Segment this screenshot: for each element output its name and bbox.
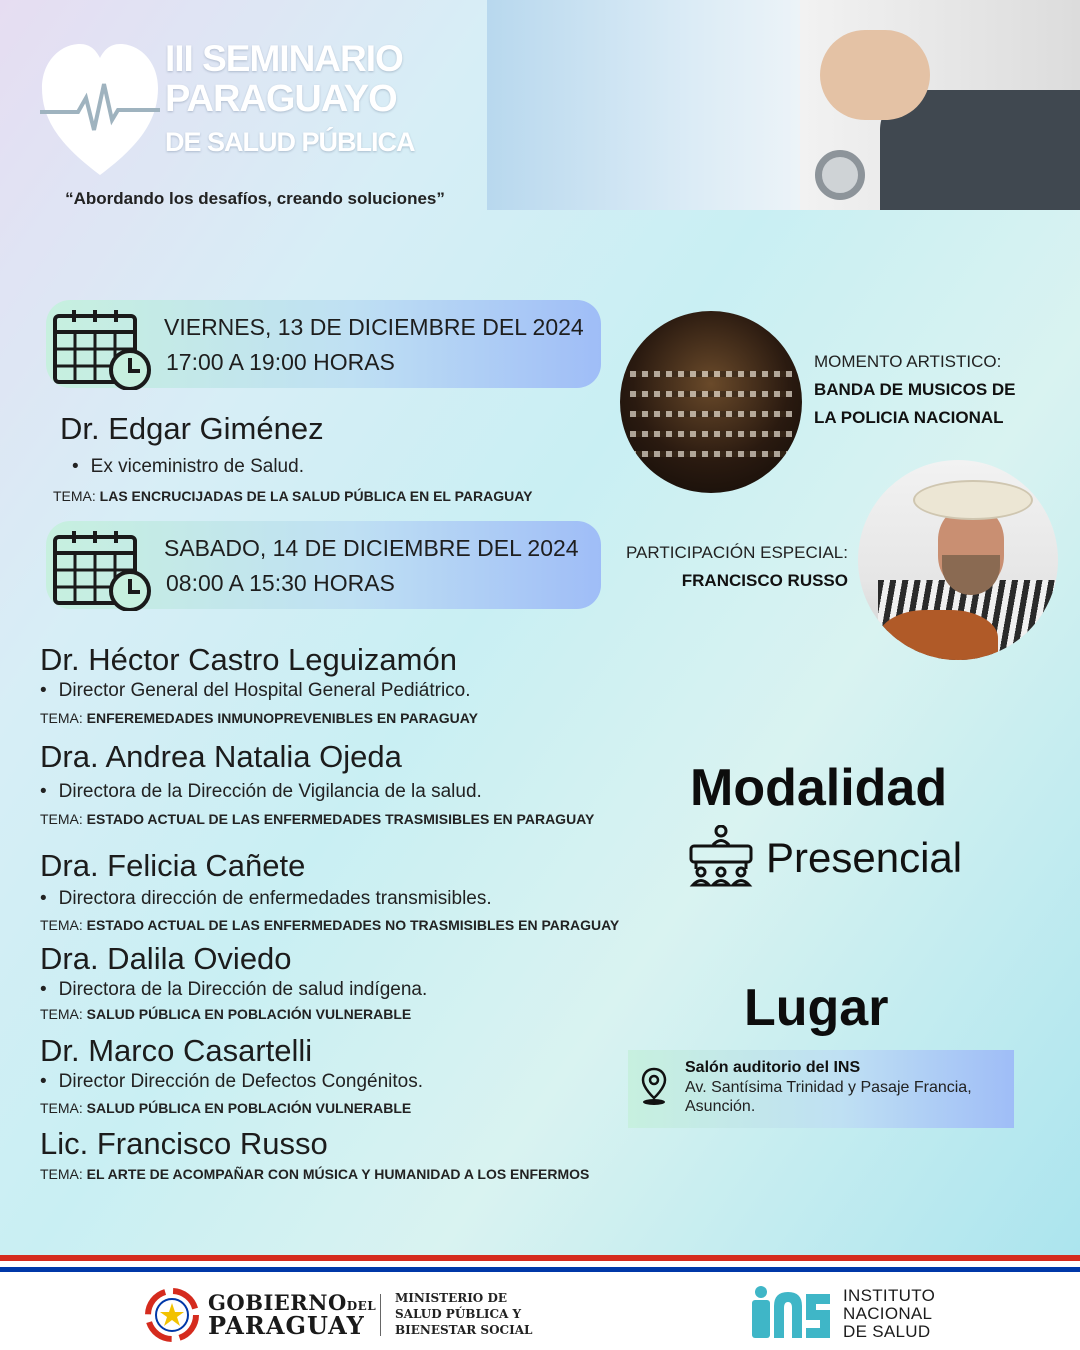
special-name: FRANCISCO RUSSO — [681, 571, 848, 590]
speaker-tema: TEMA: LAS ENCRUCIJADAS DE LA SALUD PÚBLICA EN EL PARAGUAY — [53, 488, 533, 504]
ins-logo-icon — [752, 1286, 832, 1338]
speaker-role: • Directora de la Dirección de salud indígena. — [40, 979, 427, 1001]
speaker-role: • Directora de la Dirección de Vigilancia de la salud. — [40, 781, 482, 803]
artistic-label: MOMENTO ARTISTICO: — [814, 352, 1002, 371]
speaker-role: • Director Dirección de Defectos Congénitos. — [40, 1071, 423, 1093]
police-band-photo — [620, 311, 802, 493]
speaker-name: Dr. Marco Casartelli — [40, 1033, 313, 1068]
date-pill-day1 — [46, 300, 601, 388]
speaker-tema: TEMA: ENFEREMEDADES INMUNOPREVENIBLES EN PARAGUAY — [40, 710, 478, 726]
speaker-role: • Directora dirección de enfermedades transmisibles. — [40, 888, 492, 910]
day2-date: SABADO, 14 DE DICIEMBRE DEL 2024 — [164, 535, 579, 561]
paraguay-emblem-icon — [145, 1288, 199, 1342]
header-doctor-photo — [487, 0, 1080, 210]
location-address-line2: Asunción. — [685, 1098, 756, 1115]
location-pin-icon — [638, 1066, 670, 1106]
speaker-name: Lic. Francisco Russo — [40, 1126, 328, 1161]
location-address-line1: Av. Santísima Trinidad y Pasaje Francia, — [685, 1079, 972, 1096]
day1-hours: 17:00 A 19:00 HORAS — [166, 349, 395, 375]
speaker-role: • Director General del Hospital General Pediátrico. — [40, 680, 471, 702]
lugar-title: Lugar — [744, 979, 889, 1037]
calendar-clock-icon — [52, 308, 152, 390]
footer-divider — [380, 1294, 381, 1336]
artistic-name-line2: LA POLICIA NACIONAL — [814, 408, 1004, 427]
artistic-name-line1: BANDA DE MUSICOS DE — [814, 380, 1016, 399]
modalidad-title: Modalidad — [690, 759, 948, 817]
ins-line: NACIONAL — [843, 1304, 933, 1323]
speaker-name: Dra. Dalila Oviedo — [40, 941, 292, 976]
heart-logo-icon — [40, 40, 160, 180]
ministerio-line: SALUD PÚBLICA Y — [395, 1307, 522, 1321]
date-pill-day2 — [46, 521, 601, 609]
speaker-name: Dr. Edgar Giménez — [60, 411, 324, 446]
meeting-icon — [688, 825, 754, 887]
ins-line: INSTITUTO — [843, 1286, 936, 1305]
modalidad-value: Presencial — [766, 834, 963, 881]
speaker-name: Dra. Felicia Cañete — [40, 848, 306, 883]
speaker-tema: TEMA: EL ARTE DE ACOMPAÑAR CON MÚSICA Y HUMANIDAD A LOS ENFERMOS — [40, 1166, 590, 1182]
special-label: PARTICIPACIÓN ESPECIAL: — [625, 543, 848, 562]
speaker-name: Dra. Andrea Natalia Ojeda — [40, 739, 402, 774]
ministerio-line: MINISTERIO DE — [395, 1291, 507, 1305]
tagline: “Abordando los desafíos, creando soluciones” — [65, 189, 445, 208]
title-line3: DE SALUD PÚBLICA — [165, 127, 415, 157]
ministerio-line: BIENESTAR SOCIAL — [395, 1323, 533, 1337]
speaker-tema: TEMA: ESTADO ACTUAL DE LAS ENFERMEDADES TRASMISIBLES EN PARAGUAY — [40, 811, 595, 827]
title-line2: PARAGUAYO — [165, 78, 397, 120]
day1-date: VIERNES, 13 DE DICIEMBRE DEL 2024 — [164, 314, 584, 340]
calendar-clock-icon — [52, 529, 152, 611]
location-name: Salón auditorio del INS — [685, 1059, 861, 1076]
gobierno-line1: GOBIERNODEL — [208, 1290, 377, 1315]
title-line1: III SEMINARIO — [165, 38, 403, 79]
speaker-tema: TEMA: ESTADO ACTUAL DE LAS ENFERMEDADES NO TRASMISIBLES EN PARAGUAY — [40, 917, 620, 933]
speaker-role: • Ex viceministro de Salud. — [72, 456, 304, 478]
speaker-name: Dr. Héctor Castro Leguizamón — [40, 642, 457, 677]
day2-hours: 08:00 A 15:30 HORAS — [166, 570, 395, 596]
speaker-tema: TEMA: SALUD PÚBLICA EN POBLACIÓN VULNERABLE — [40, 1100, 412, 1116]
ins-line: DE SALUD — [843, 1322, 931, 1341]
francisco-russo-photo — [858, 460, 1058, 660]
speaker-tema: TEMA: SALUD PÚBLICA EN POBLACIÓN VULNERABLE — [40, 1006, 412, 1022]
gobierno-line2: PARAGUAY — [208, 1311, 365, 1340]
